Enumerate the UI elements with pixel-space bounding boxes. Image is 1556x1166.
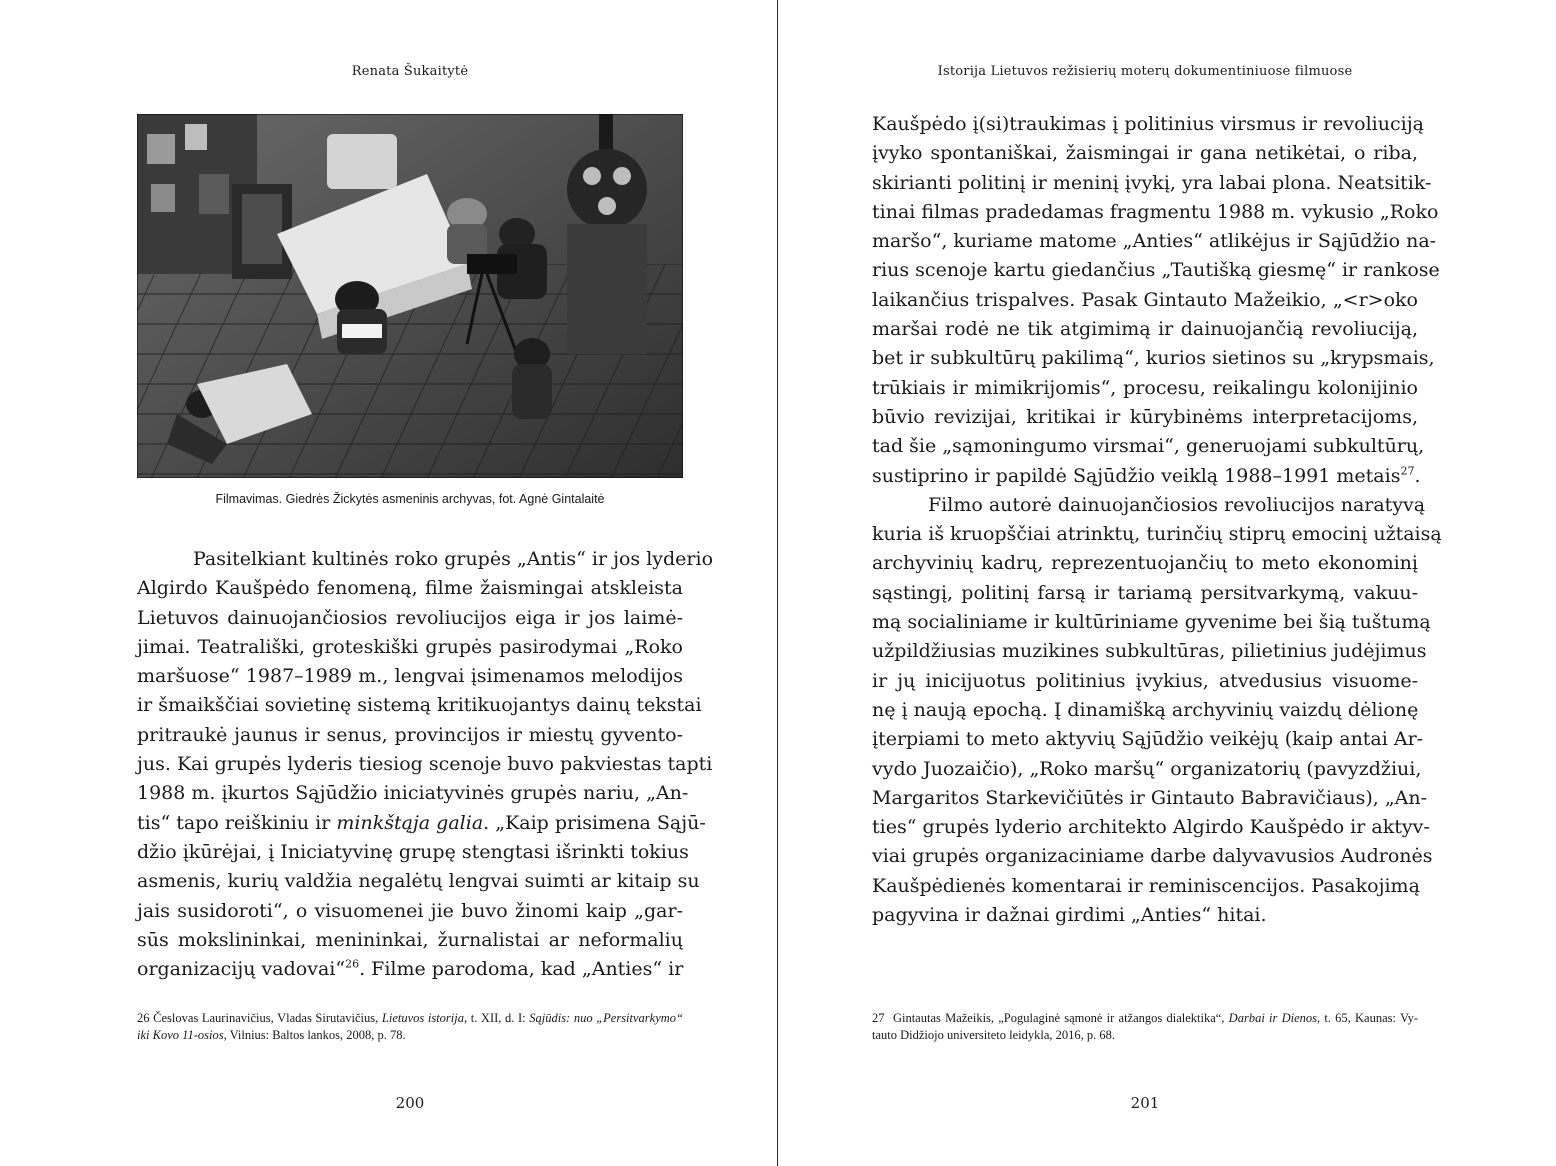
text-line: ir jų inicijuotus politinius įvykius, atvedusius visuome- [872, 669, 1418, 692]
text-line: pritraukė jaunus ir senus, provincijos ir miestų gyvento- [137, 723, 683, 746]
text-line: tad šie „sąmoningumo virsmai“, generuojami subkultūrų, [872, 435, 1425, 458]
text-line: Filmo autorė dainuojančiosios revoliucijos naratyvą [928, 493, 1426, 516]
footnote-text: , t. 65, Kaunas: Vy- [1316, 1011, 1419, 1025]
text-line: bet ir subkultūrų pakilimą“, kurios sietinos su „krypsmais, [872, 347, 1435, 370]
text-line: Margaritos Starkevičiūtės ir Gintauto Babravičiaus), „An- [872, 786, 1428, 809]
text-line: 1988 m. įkurtos Sąjūdžio iniciatyvinės grupės nariu, „An- [137, 782, 689, 805]
text-line: Kaušpėdo į(si)traukimas į politinius virsmus ir revoliuciją [872, 113, 1424, 135]
footnote-line [137, 1010, 683, 1027]
running-head-title: Istorija Lietuvos režisierių moterų dokumentiniuose filmuose [937, 64, 1353, 79]
footnote-number: 26 [137, 1011, 150, 1025]
text-line: maršo“, kuriame matome „Anties“ atlikėjus ir Sąjūdžio na- [872, 230, 1437, 253]
footnote-italic: Darbai ir Dienos [1228, 1011, 1317, 1025]
footnote-number: 27 [872, 1011, 885, 1025]
text-line: asmenis, kurių valdžia negalėtų lengvai suimti ar kitaip su [137, 870, 700, 893]
text-line: trūkiais ir mimikrijomis“, procesu, reikalingu kolonijinio [872, 376, 1418, 399]
footnote-left [137, 1010, 683, 1044]
running-head-author: Renata Šukaitytė [351, 64, 469, 79]
footnote-text: , t. XII, d. I: [463, 1011, 530, 1025]
text-line: Kaušpėdienės komentarai ir reminiscencijos. Pasakojimą [872, 874, 1420, 897]
text-line: Lietuvos dainuojančiosios revoliucijos eiga ir jos laimė- [137, 606, 683, 629]
footnote-ref: 27 [1400, 464, 1415, 478]
text-line: viai grupės organizaciniame darbe dalyvavusios Audronės [872, 845, 1433, 868]
italic-term: minkštąja galia [336, 811, 484, 834]
text-line: skirianti politinį ir meninį įvykį, yra labai plona. Neatsitik- [872, 171, 1432, 194]
text-line: mą socialiniame ir kultūriniame gyvenime bei šią tuštumą [872, 611, 1431, 634]
footnote-right [872, 1010, 1418, 1044]
text-line: kuria iš kruopščiai atrinktų, turinčių stiprų emocinį užtaisą [872, 523, 1442, 546]
text-line [137, 955, 683, 984]
text-line: ties“ grupės lyderio architekto Algirdo Kaušpėdo ir aktyv- [872, 816, 1430, 839]
text-line: įvyko spontaniškai, žaismingai ir gana netikėtai, o riba, [872, 142, 1418, 165]
text-line: jais susidoroti“, o visuomenei jie buvo žinomi kaip „gar- [137, 899, 683, 922]
text-line: tinai filmas pradedamas fragmentu 1988 m. vykusio „Roko [872, 200, 1439, 223]
text-line: jus. Kai grupės lyderis tiesiog scenoje buvo pakviestas tapti [137, 753, 713, 776]
footnote-text: , Vilnius: Baltos lankos, 2008, p. 78. [223, 1028, 406, 1042]
text-line: ir šmaikščiai sovietinę sistemą kritikuojantys dainų tekstai [137, 694, 702, 717]
text-line: vydo Juozaičio), „Roko maršų“ organizatorių (pavyzdžiui, [872, 757, 1422, 780]
text-line: maršai rodė ne tik atgimimą ir dainuojančią revoliuciją, [872, 318, 1418, 341]
text-line: archyvinių kadrų, reprezentuojančių to meto ekonominį [872, 552, 1418, 575]
text-line: įterpiami to meto aktyvių Sąjūdžio veikėjų (kaip antai Ar- [872, 728, 1424, 751]
text-line: sūs mokslininkai, menininkai, žurnalistai ar neformalių [137, 928, 683, 951]
text-run: . „Kaip prisimena Sąjū- [483, 811, 706, 834]
figure-photo [137, 114, 683, 478]
text-line: pagyvina ir dažnai girdimi „Anties“ hitai. [872, 904, 1267, 927]
text-run: organizacijų vadovai“ [137, 958, 346, 981]
footnote-italic: Lietuvos istorija [381, 1011, 464, 1025]
gutter-line [777, 0, 778, 1166]
footnote-line [872, 1010, 1418, 1027]
text-line: nę į naują epochą. Į dinamišką archyvinių vaizdų dėlionę [872, 698, 1419, 721]
footnote-ref: 26 [345, 957, 360, 971]
footnote-italic: iki Kovo 11-osios [137, 1028, 224, 1042]
left-page [137, 0, 714, 1166]
text-run: . Filme parodoma, kad „Anties“ ir [359, 958, 684, 981]
text-run: tis“ tapo reiškiniu ir [137, 811, 337, 834]
text-line: džio įkūrėjai, į Iniciatyvinę grupę stengtasi išrinkti tokius [137, 840, 689, 863]
right-page [872, 0, 1442, 1166]
text-line [872, 462, 1421, 491]
text-line: maršuose“ 1987–1989 m., lengvai įsimenamos melodijos [137, 665, 683, 688]
footnote-line [137, 1027, 683, 1044]
text-line: Pasitelkiant kultinės roko grupės „Antis“ ir jos lyderio [193, 548, 714, 570]
text-line: sąstingį, politinį farsą ir tariamą persitvarkymą, vakuu- [872, 581, 1418, 604]
text-line: Algirdo Kaušpėdo fenomeną, filme žaismingai atskleista [137, 577, 683, 600]
text-run: sustiprino ir papildė Sąjūdžio veiklą 1988–1991 metais [872, 464, 1401, 487]
text-line: būvio revizijai, kritikai ir kūrybinėms interpretacijoms, [872, 405, 1418, 428]
footnote-italic: Sąjūdis: nuo „Persitvarkymo“ [529, 1011, 683, 1025]
page-number-right: 201 [1130, 1094, 1160, 1112]
body-text-left [137, 545, 714, 984]
footnote-line: tauto Didžiojo universiteto leidykla, 2016, p. 68. [872, 1028, 1116, 1042]
page-number-left: 200 [395, 1094, 425, 1112]
text-line: rius scenoje kartu giedančius „Tautišką giesmę“ ir rankose [872, 259, 1440, 282]
text-line: jimai. Teatrališki, groteskiški grupės pasirodymai „Roko [137, 635, 683, 658]
footnote-text: Gintautas Mažeikis, „Pogulaginė sąmonė ir atžangos dialektika“, [892, 1011, 1229, 1025]
text-line: laikančius trispalves. Pasak Gintauto Mažeikio, „<r>oko [872, 288, 1418, 311]
text-line [137, 809, 706, 838]
text-line: užpildžiusias muzikines subkultūras, pilietinius judėjimus [872, 640, 1427, 663]
figure-caption: Filmavimas. Giedrės Žickytės asmeninis archyvas, fot. Agnė Gintalaitė [215, 492, 605, 506]
text-run: . [1414, 464, 1421, 487]
footnote-text: Česlovas Laurinavičius, Vladas Sirutavičius, [153, 1011, 382, 1025]
body-text-right [872, 110, 1442, 930]
